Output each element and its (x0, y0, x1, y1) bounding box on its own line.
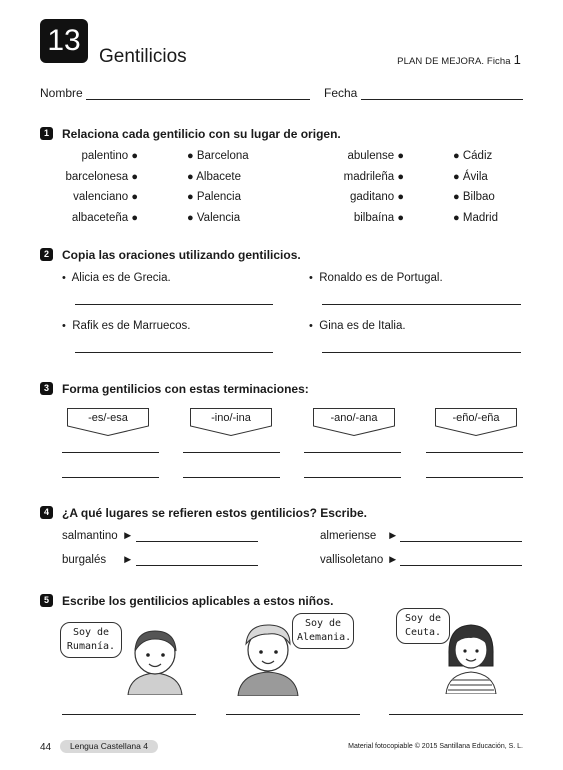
section-1-number: 1 (40, 127, 53, 140)
name-line[interactable] (86, 99, 310, 100)
gentilicio-item: bilbaína ● (353, 211, 404, 224)
answer-line[interactable] (322, 352, 521, 353)
place-item: ● Albacete (187, 170, 241, 183)
answer-line[interactable] (389, 714, 523, 715)
gentilicio-item: madrileña ● (343, 170, 404, 183)
arrow-right-icon: ► (122, 554, 134, 566)
answer-line[interactable] (426, 452, 523, 453)
answer-line[interactable] (75, 304, 273, 305)
gentilicio-item: palentino ● (81, 150, 138, 162)
arrow-right-icon: ► (122, 530, 134, 542)
section-2-number: 2 (40, 248, 53, 261)
ending-tag-1 (67, 408, 149, 436)
section-4-number: 4 (40, 506, 53, 519)
section-1-title: Relaciona cada gentilicio con su lugar de origen. (62, 127, 341, 141)
page-number: 44 (40, 742, 52, 753)
section-3-number: 3 (40, 382, 53, 395)
answer-line[interactable] (62, 714, 196, 715)
section-1-right-gentilicios (300, 150, 404, 232)
section-3-title: Forma gentilicios con estas terminaciones: (62, 382, 309, 396)
answer-line[interactable] (426, 477, 523, 478)
answer-line[interactable] (183, 452, 280, 453)
gentilicio-item: barcelonesa ● (65, 170, 138, 183)
answer-line[interactable] (62, 477, 159, 478)
place-item: ● Bilbao (453, 191, 495, 203)
gentilicio-prompt: almeriense (320, 530, 377, 542)
answer-line[interactable] (62, 452, 159, 453)
place-item: ● Ávila (453, 170, 488, 183)
section-5-number: 5 (40, 594, 53, 607)
ending-label: -es/-esa (88, 412, 128, 424)
section-1-left-gentilicios (40, 150, 138, 232)
section-5-title: Escribe los gentilicios aplicables a estos niños. (62, 594, 334, 608)
name-field (40, 86, 310, 100)
place-item: ● Madrid (453, 211, 499, 224)
sentence-2: • Ronaldo es de Portugal. (309, 272, 443, 284)
section-2-title: Copia las oraciones utilizando gentilicios. (62, 248, 301, 262)
gentilicio-prompt: vallisoletano (320, 554, 384, 566)
unit-number-badge: 13 (40, 19, 88, 63)
ending-label: -eño/-eña (452, 412, 500, 424)
answer-line[interactable] (136, 541, 258, 542)
book-title-badge: Lengua Castellana 4 (60, 740, 158, 753)
arrow-right-icon: ► (387, 554, 399, 566)
ending-label: -ano/-ana (330, 412, 378, 424)
plan-label (397, 52, 521, 67)
place-item: ● Cádiz (453, 150, 493, 162)
sentence-3: • Rafik es de Marruecos. (62, 320, 191, 332)
section-4-title: ¿A qué lugares se refieren estos gentilicios? Escribe. (62, 506, 367, 520)
copyright-notice: Material fotocopiable © 2015 Santillana Educación, S. L. (348, 743, 523, 750)
ending-label: -ino/-ina (211, 412, 251, 424)
girl-illustration (442, 620, 500, 694)
page-title: Gentilicios (99, 46, 187, 67)
section-1-left-places (187, 150, 297, 232)
date-field (324, 86, 523, 100)
date-label: Fecha (324, 86, 358, 100)
date-line[interactable] (361, 99, 523, 100)
answer-line[interactable] (304, 452, 401, 453)
answer-line[interactable] (322, 304, 521, 305)
ending-tag-4 (435, 408, 517, 436)
arrow-right-icon: ► (387, 530, 399, 542)
answer-line[interactable] (400, 565, 522, 566)
sentence-4: • Gina es de Italia. (309, 320, 406, 332)
gentilicio-item: albaceteña ● (71, 211, 138, 224)
gentilicio-prompt: burgalés (62, 554, 107, 566)
place-item: ● Valencia (187, 211, 241, 224)
answer-line[interactable] (304, 477, 401, 478)
section-1-right-places (453, 150, 533, 232)
place-item: ● Palencia (187, 191, 241, 203)
answer-line[interactable] (400, 541, 522, 542)
girl-illustration (120, 625, 190, 695)
gentilicio-item: valenciano ● (73, 191, 138, 203)
answer-line[interactable] (75, 352, 273, 353)
gentilicio-prompt: salmantino (62, 530, 118, 542)
sentence-1: • Alicia es de Grecia. (62, 272, 171, 284)
speech-bubble: Soy de Rumanía. (60, 622, 122, 658)
ending-tag-2 (190, 408, 272, 436)
speech-bubble: Soy de Ceuta. (396, 608, 450, 644)
plan-text: PLAN DE MEJORA. Ficha (397, 56, 511, 67)
gentilicio-item: abulense ● (347, 150, 404, 162)
ending-tag-3 (313, 408, 395, 436)
place-item: ● Barcelona (187, 150, 249, 162)
gentilicio-item: gaditano ● (350, 191, 404, 203)
answer-line[interactable] (183, 477, 280, 478)
speech-bubble: Soy de Alemania. (292, 613, 354, 649)
answer-line[interactable] (226, 714, 360, 715)
plan-number: 1 (513, 52, 521, 67)
answer-line[interactable] (136, 565, 258, 566)
name-label: Nombre (40, 86, 83, 100)
